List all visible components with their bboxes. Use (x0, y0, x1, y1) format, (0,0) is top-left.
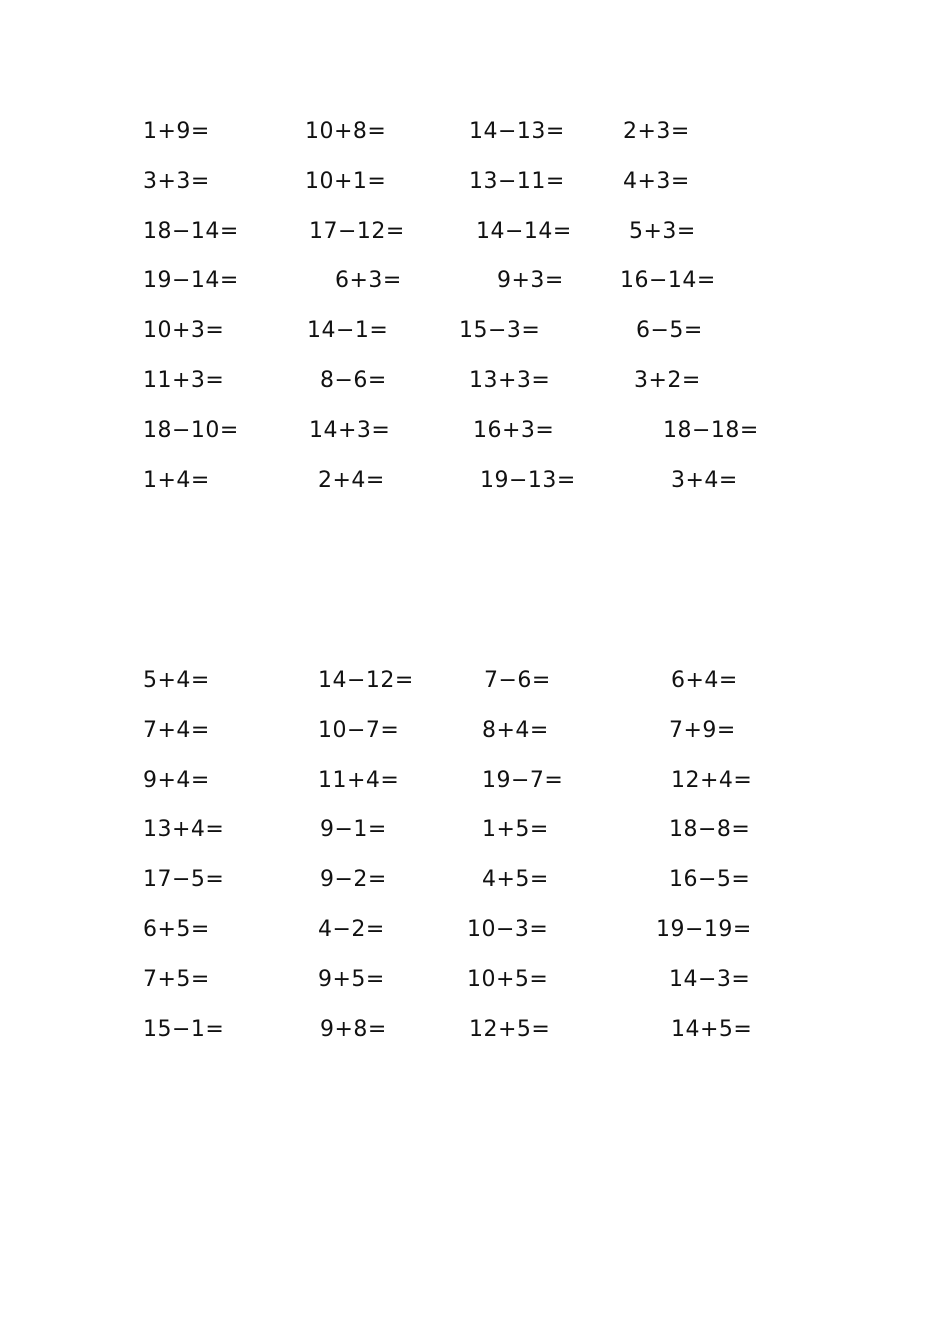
arithmetic-problem: 18−18= (663, 417, 759, 443)
arithmetic-problem: 11+4= (318, 767, 400, 793)
arithmetic-problem: 9−1= (320, 817, 387, 843)
arithmetic-problem: 1+5= (482, 817, 549, 843)
arithmetic-problem: 15−3= (459, 318, 541, 344)
arithmetic-problem: 6+5= (143, 916, 210, 942)
problem-row (0, 415, 950, 465)
arithmetic-problem: 9+8= (320, 1016, 387, 1042)
problem-row (0, 864, 950, 914)
problem-row (0, 365, 950, 415)
arithmetic-problem: 7+5= (143, 966, 210, 992)
arithmetic-problem: 6+4= (671, 668, 738, 693)
arithmetic-problem: 19−7= (482, 767, 564, 793)
arithmetic-problem: 3+3= (143, 168, 210, 194)
arithmetic-problem: 12+5= (469, 1016, 551, 1042)
arithmetic-problem: 1+9= (143, 119, 210, 144)
problem-row (0, 715, 950, 765)
problem-row (0, 265, 950, 315)
arithmetic-problem: 10−3= (467, 916, 549, 942)
problem-row (0, 665, 950, 715)
problem-row (0, 465, 950, 515)
arithmetic-problem: 13+3= (469, 367, 551, 393)
arithmetic-problem: 19−19= (656, 916, 752, 942)
arithmetic-problem: 10+8= (305, 119, 387, 144)
arithmetic-problem: 19−14= (143, 268, 239, 294)
arithmetic-problem: 18−10= (143, 417, 239, 443)
arithmetic-problem: 4−2= (318, 916, 385, 942)
arithmetic-problem: 7−6= (484, 668, 551, 693)
arithmetic-problem: 6+3= (335, 268, 402, 294)
arithmetic-problem: 14−3= (669, 966, 751, 992)
arithmetic-problem: 4+3= (623, 168, 690, 194)
problem-row (0, 216, 950, 266)
arithmetic-problem: 13+4= (143, 817, 225, 843)
arithmetic-problem: 19−13= (480, 467, 576, 493)
arithmetic-problem: 8+4= (482, 717, 549, 743)
arithmetic-problem: 5+4= (143, 668, 210, 693)
arithmetic-problem: 11+3= (143, 367, 225, 393)
arithmetic-problem: 14−1= (307, 318, 389, 344)
problem-row (0, 765, 950, 815)
problem-set-2 (0, 665, 950, 1063)
problem-row (0, 315, 950, 365)
arithmetic-problem: 14+5= (671, 1016, 753, 1042)
arithmetic-problem: 10+5= (467, 966, 549, 992)
arithmetic-problem: 13−11= (469, 168, 565, 194)
arithmetic-problem: 3+2= (634, 367, 701, 393)
arithmetic-problem: 10+1= (305, 168, 387, 194)
arithmetic-problem: 7+9= (669, 717, 736, 743)
arithmetic-problem: 7+4= (143, 717, 210, 743)
arithmetic-problem: 4+5= (482, 867, 549, 893)
arithmetic-problem: 9+3= (497, 268, 564, 294)
arithmetic-problem: 14−12= (318, 668, 414, 693)
arithmetic-problem: 16−5= (669, 867, 751, 893)
arithmetic-problem: 15−1= (143, 1016, 225, 1042)
arithmetic-problem: 10−7= (318, 717, 400, 743)
arithmetic-problem: 2+4= (318, 467, 385, 493)
problem-row (0, 166, 950, 216)
problem-row (0, 116, 950, 166)
problem-row (0, 964, 950, 1014)
arithmetic-problem: 9−2= (320, 867, 387, 893)
problem-row (0, 914, 950, 964)
problem-row (0, 814, 950, 864)
arithmetic-problem: 6−5= (636, 318, 703, 344)
arithmetic-problem: 10+3= (143, 318, 225, 344)
arithmetic-problem: 12+4= (671, 767, 753, 793)
problem-set-1 (0, 116, 950, 514)
arithmetic-problem: 16+3= (473, 417, 555, 443)
arithmetic-problem: 17−5= (143, 867, 225, 893)
arithmetic-problem: 9+5= (318, 966, 385, 992)
arithmetic-problem: 17−12= (309, 218, 405, 244)
arithmetic-problem: 16−14= (620, 268, 716, 294)
arithmetic-problem: 14−13= (469, 119, 565, 144)
arithmetic-problem: 18−14= (143, 218, 239, 244)
problem-row (0, 1014, 950, 1064)
arithmetic-problem: 1+4= (143, 467, 210, 493)
arithmetic-problem: 14+3= (309, 417, 391, 443)
arithmetic-problem: 8−6= (320, 367, 387, 393)
arithmetic-problem: 14−14= (476, 218, 572, 244)
arithmetic-problem: 18−8= (669, 817, 751, 843)
arithmetic-problem: 5+3= (629, 218, 696, 244)
arithmetic-problem: 3+4= (671, 467, 738, 493)
arithmetic-problem: 2+3= (623, 119, 690, 144)
arithmetic-problem: 9+4= (143, 767, 210, 793)
